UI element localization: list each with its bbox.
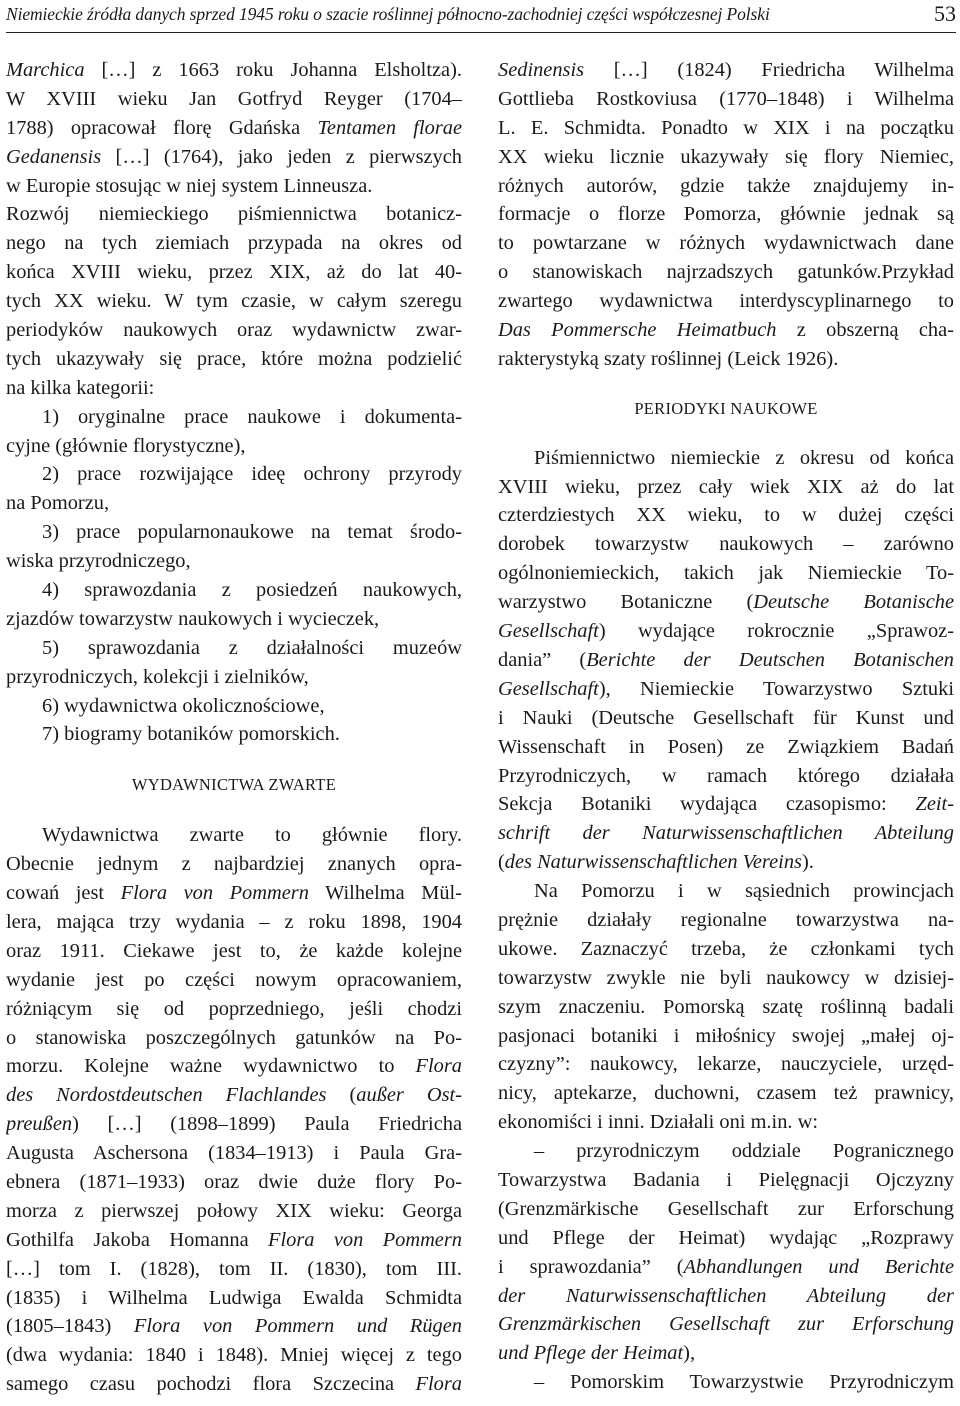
text-line <box>498 1253 954 1282</box>
italic-text: Berichte der Deutschen Botanischen <box>586 648 954 671</box>
text-run: z obszerną cha- <box>776 319 954 342</box>
text-run: Augusta Aschersona (1834–1913) i Paula Gra- <box>6 1142 462 1165</box>
text-line <box>498 1050 954 1079</box>
text-run: 7) biogramy botaników pomorskich. <box>42 723 340 746</box>
text-run: 1788) opracował florę Gdańska <box>6 116 318 139</box>
text-run: Towarzystwa Badania i Pielęgnacji Ojczyzny <box>498 1168 954 1191</box>
text-line <box>6 200 462 229</box>
text-run: ogólnoniemieckich, takich jak Niemieckie To- <box>498 562 954 585</box>
text-run: ). <box>801 851 814 874</box>
text-run: Obecnie jednym z najbardziej znanych opra- <box>6 853 462 876</box>
text-line <box>6 85 462 114</box>
text-run: W XVIII wieku Jan Gotfryd Reyger (1704– <box>6 87 462 110</box>
text-run: morzu. Kolejne ważne wydawnictwo to <box>6 1055 416 1078</box>
text-run: […] (1824) Friedricha Wilhelma <box>584 59 954 81</box>
text-line <box>498 1310 954 1339</box>
text-run: czterdziestych XX wieku, to w dużej części <box>498 504 954 527</box>
text-line <box>6 403 462 432</box>
text-run: […] z 1663 roku Johanna Elsholtza). <box>84 59 462 81</box>
text-line <box>498 1339 954 1368</box>
text-run: 5) sprawozdania z działalności muzeów <box>42 636 462 659</box>
text-run: wydanie jest po części nowym opracowaniem, <box>6 968 462 991</box>
text-run: 3) prace popularnonaukowe na temat środo- <box>42 521 462 544</box>
right-body-periodyki <box>498 444 954 1397</box>
text-line <box>498 964 954 993</box>
text-line <box>498 1195 954 1224</box>
text-run: (dwa wydania: 1840 i 1848). Mniej więcej z tego <box>6 1344 462 1367</box>
text-line <box>6 634 462 663</box>
left-column <box>6 56 462 1399</box>
text-run: Przyrodniczych, w ramach którego działała <box>498 764 954 787</box>
text-line <box>6 850 462 879</box>
text-run: cyjne (głównie florystyczne), <box>6 434 246 457</box>
text-line <box>498 848 954 877</box>
text-line <box>498 1282 954 1311</box>
text-run: Wilhelma Mül- <box>308 882 462 905</box>
text-line <box>498 819 954 848</box>
text-run: prężnie działały regionalne towarzystwa na- <box>498 908 954 931</box>
text-run: dorobek towarzystw naukowych – zarówno <box>498 533 954 556</box>
text-run: na kilka kategorii: <box>6 376 155 399</box>
text-run: Wydawnictwa zwarte to głównie flory. <box>42 824 462 847</box>
text-line <box>498 172 954 201</box>
text-run: zwartego wydawnictwa interdyscyplinarnego to <box>498 290 954 313</box>
text-line <box>498 444 954 473</box>
text-run: lera, mająca trzy wydania – z roku 1898, 1904 <box>6 910 462 933</box>
italic-text: Zeit- <box>915 793 954 816</box>
text-line <box>6 547 462 576</box>
left-body-intro <box>6 56 462 749</box>
text-run: (Grenzmärkische Gesellschaft zur Erforschung <box>498 1197 954 1220</box>
text-line <box>6 1024 462 1053</box>
text-line <box>6 1110 462 1139</box>
text-run: Rozwój niemieckiego piśmiennictwa botanicz- <box>6 203 462 226</box>
left-body-wydawnictwa <box>6 821 462 1399</box>
text-line <box>6 692 462 721</box>
text-run: tych ukazywały się prace, które można podzielić <box>6 347 462 370</box>
italic-text: preußen <box>6 1113 73 1136</box>
text-run: ekonomiści i inni. Działali oni m.in. w: <box>498 1111 818 1134</box>
text-run: […] tom I. (1828), tom II. (1830), tom III. <box>6 1257 462 1280</box>
text-line <box>498 733 954 762</box>
text-line <box>6 1226 462 1255</box>
text-run: 1) oryginalne prace naukowe i dokumenta- <box>42 405 462 428</box>
text-line <box>498 762 954 791</box>
italic-text: Gesellschaft <box>498 620 599 643</box>
text-line <box>6 316 462 345</box>
text-run: XVIII wieku, przez cały wiek XIX aż do lat <box>498 475 954 498</box>
text-line <box>6 287 462 316</box>
text-line <box>498 993 954 1022</box>
italic-text: Das Pommersche Heimatbuch <box>498 319 777 342</box>
text-line <box>498 473 954 502</box>
text-run: Gottlieba Rostkoviusa (1770–1848) i Wilhelma <box>498 87 954 110</box>
text-run: różniącym się od poprzedniego, jeśli chodzi <box>6 997 462 1020</box>
text-run: pasjonaci botaniki i miłośnicy swojej „małej oj- <box>498 1024 954 1047</box>
text-run: rakterystyką szaty roślinnej (Leick 1926). <box>498 347 839 370</box>
text-line <box>498 1137 954 1166</box>
text-run: Wissenschaft in Posen) ze Związkiem Badań <box>498 735 954 758</box>
text-line <box>6 1052 462 1081</box>
text-run: ukowe. Zaznaczyć trzeba, że członkami tych <box>498 937 954 960</box>
text-run: Gothilfa Jakoba Homanna <box>6 1228 269 1251</box>
text-run: Na Pomorzu i w sąsiednich prowincjach <box>534 880 954 903</box>
section-heading-wydawnictwa-zwarte: WYDAWNICTWA ZWARTE <box>131 775 337 795</box>
text-run: und Pflege der Heimat) wydając „Rozprawy <box>498 1226 954 1249</box>
italic-text: Grenzmärkischen Gesellschaft zur Erforschung <box>498 1313 954 1336</box>
text-run: o stanowiskach najrzadszych gatunków.Przykład <box>498 261 954 284</box>
text-line <box>6 374 462 403</box>
text-run: – Pomorskim Towarzystwie Przyrodniczym <box>534 1371 954 1394</box>
text-run: (1835) i Wilhelma Ludwiga Ewalda Schmidta <box>6 1286 462 1309</box>
italic-text: Flora <box>415 1055 462 1078</box>
section-heading-periodyki-naukowe: PERIODYKI NAUKOWE <box>634 398 818 418</box>
text-run: nicy, aptekarze, duchowni, czasem też prawnicy, <box>498 1082 954 1105</box>
text-line <box>6 56 462 85</box>
text-run: tych XX wieku. W tym czasie, w całym szeregu <box>6 290 462 313</box>
text-run: (1805–1843) <box>6 1315 134 1338</box>
text-run: czyzny”: naukowcy, lekarze, nauczyciele, urzęd- <box>498 1053 954 1076</box>
text-run: to powtarzane w różnych wydawnictwach dane <box>498 232 954 255</box>
text-line <box>6 229 462 258</box>
text-line <box>498 1022 954 1051</box>
text-run: XX wieku licznie ukazywały się flory Niemiec, <box>498 145 954 168</box>
italic-text: und Pflege der Heimat <box>498 1342 684 1365</box>
text-line <box>6 1139 462 1168</box>
text-line <box>6 879 462 908</box>
text-run: ), <box>683 1342 696 1365</box>
text-line <box>498 704 954 733</box>
text-line <box>6 995 462 1024</box>
text-line <box>6 143 462 172</box>
italic-text: Gesellschaft <box>498 677 599 700</box>
text-line <box>6 908 462 937</box>
text-run: przyrodniczych, kolekcji i zielników, <box>6 665 309 688</box>
text-line <box>6 172 462 201</box>
text-run: ) […] (1898–1899) Paula Friedricha <box>72 1113 462 1136</box>
text-line <box>498 143 954 172</box>
text-line <box>6 258 462 287</box>
text-line <box>6 1081 462 1110</box>
italic-text: schrift der Naturwissenschaftlichen Abteilung <box>498 822 954 845</box>
text-line <box>6 1168 462 1197</box>
text-run: i Nauki (Deutsche Gesellschaft für Kunst und <box>498 706 954 729</box>
right-body-intro <box>498 56 954 374</box>
text-run: ), Niemieckie Towarzystwo Sztuki <box>598 677 954 700</box>
text-line <box>6 1341 462 1370</box>
page-number: 53 <box>934 1 956 26</box>
text-line <box>6 663 462 692</box>
text-line <box>6 518 462 547</box>
text-run: L. E. Schmidta. Ponadto w XIX i na początku <box>498 116 954 139</box>
italic-text: des Nordostdeutschen Flachlandes <box>6 1084 327 1107</box>
italic-text: der Naturwissenschaftlichen Abteilung der <box>498 1284 954 1307</box>
text-line <box>6 460 462 489</box>
text-line <box>6 1312 462 1341</box>
text-run: periodyków naukowych oraz wydawnictw zwar- <box>6 319 462 342</box>
text-run: ebnera (1871–1933) oraz dwie duże flory Po- <box>6 1170 462 1193</box>
text-line <box>498 530 954 559</box>
text-run: wiska przyrodniczego, <box>6 550 191 573</box>
text-line <box>6 114 462 143</box>
text-run: oraz 1911. Ciekawe jest to, że każde kolejne <box>6 939 462 962</box>
text-line <box>498 1368 954 1397</box>
italic-text: Flora <box>415 1373 462 1396</box>
text-run: morza z pierwszej połowy XIX wieku: Georga <box>6 1199 462 1222</box>
right-column <box>498 56 954 1397</box>
text-line <box>6 1197 462 1226</box>
text-line <box>498 588 954 617</box>
text-run: towarzystw zwykle nie byli naukowcy w dzisiej- <box>498 966 954 989</box>
text-line <box>6 821 462 850</box>
text-line <box>498 287 954 316</box>
text-line <box>498 1166 954 1195</box>
text-run: w Europie stosując w niej system Linneusza. <box>6 174 373 197</box>
text-line <box>498 200 954 229</box>
text-line <box>498 935 954 964</box>
italic-text: Abhandlungen und Berichte <box>683 1255 954 1278</box>
text-run: formacje o florze Pomorza, głównie jednak są <box>498 203 954 226</box>
text-line <box>498 790 954 819</box>
text-run: nego na tych ziemiach przypada na okres od <box>6 232 462 255</box>
text-run: 6) wydawnictwa okolicznościowe, <box>42 694 325 717</box>
text-run: dania” ( <box>498 648 587 671</box>
text-line <box>498 316 954 345</box>
text-line <box>6 576 462 605</box>
text-run: i sprawozdania” ( <box>498 1255 684 1278</box>
text-run: o stanowiska poszczególnych gatunków na Po- <box>6 1026 462 1049</box>
text-run: – przyrodniczym oddziale Pogranicznego <box>534 1140 954 1163</box>
running-head <box>6 2 956 33</box>
italic-text: Flora von Pommern <box>268 1228 462 1251</box>
text-run: na Pomorzu, <box>6 492 110 515</box>
text-run: szym znaczeniu. Pomorską szatę roślinną badali <box>498 995 954 1018</box>
italic-text: Deutsche Botanische <box>753 591 954 614</box>
text-line <box>498 1108 954 1137</box>
text-run: ) wydające rokrocznie „Sprawoz- <box>598 620 954 643</box>
text-line <box>6 605 462 634</box>
text-run: warzystwo Botaniczne ( <box>498 591 754 614</box>
italic-text: Marchica <box>6 59 85 81</box>
text-line <box>498 906 954 935</box>
text-line <box>498 1079 954 1108</box>
text-run: Piśmiennictwo niemieckie z okresu od końca <box>534 446 954 469</box>
text-line <box>6 1255 462 1284</box>
italic-text: Tentamen florae <box>317 116 462 139</box>
text-line <box>498 559 954 588</box>
text-run: samego czasu pochodzi flora Szczecina <box>6 1373 416 1396</box>
text-run: różnych autorów, gdzie także znajdujemy in- <box>498 174 954 197</box>
text-line <box>498 501 954 530</box>
text-line <box>498 345 954 374</box>
text-line <box>498 85 954 114</box>
text-line <box>498 877 954 906</box>
text-line <box>6 937 462 966</box>
text-run: cowań jest <box>6 882 121 905</box>
italic-text: Sedinensis <box>498 59 585 81</box>
italic-text: außer Ost- <box>356 1084 462 1107</box>
text-run: 2) prace rozwijające ideę ochrony przyrody <box>42 463 462 486</box>
text-line <box>498 675 954 704</box>
italic-text: Flora von Pommern <box>120 882 309 905</box>
text-line <box>498 617 954 646</box>
text-line <box>498 114 954 143</box>
italic-text: des Naturwissenschaftlichen Vereins <box>504 851 802 874</box>
text-line <box>498 258 954 287</box>
text-line <box>498 56 954 85</box>
italic-text: Flora von Pommern und Rügen <box>133 1315 462 1338</box>
running-title: Niemieckie źródła danych sprzed 1945 roku o szacie roślinnej północno-zachodniej części współczesnej Polski <box>6 4 770 24</box>
text-line <box>6 432 462 461</box>
italic-text: Gedanensis <box>6 145 102 168</box>
text-line <box>6 489 462 518</box>
text-run: zjazdów towarzystw naukowych i wycieczek, <box>6 607 380 630</box>
text-run: końca XVIII wieku, przez XIX, aż do lat 40- <box>6 261 462 284</box>
text-run: […] (1764), jako jeden z pierwszych <box>101 145 462 168</box>
text-line <box>6 966 462 995</box>
text-run: ( <box>326 1084 357 1107</box>
text-line <box>498 1224 954 1253</box>
text-line <box>6 1370 462 1399</box>
text-line <box>6 1284 462 1313</box>
text-line <box>6 720 462 749</box>
text-line <box>498 229 954 258</box>
text-run: ( <box>498 851 505 874</box>
text-line <box>6 345 462 374</box>
text-run: Sekcja Botaniki wydająca czasopismo: <box>498 793 916 816</box>
text-line <box>498 646 954 675</box>
text-run: 4) sprawozdania z posiedzeń naukowych, <box>42 579 462 602</box>
